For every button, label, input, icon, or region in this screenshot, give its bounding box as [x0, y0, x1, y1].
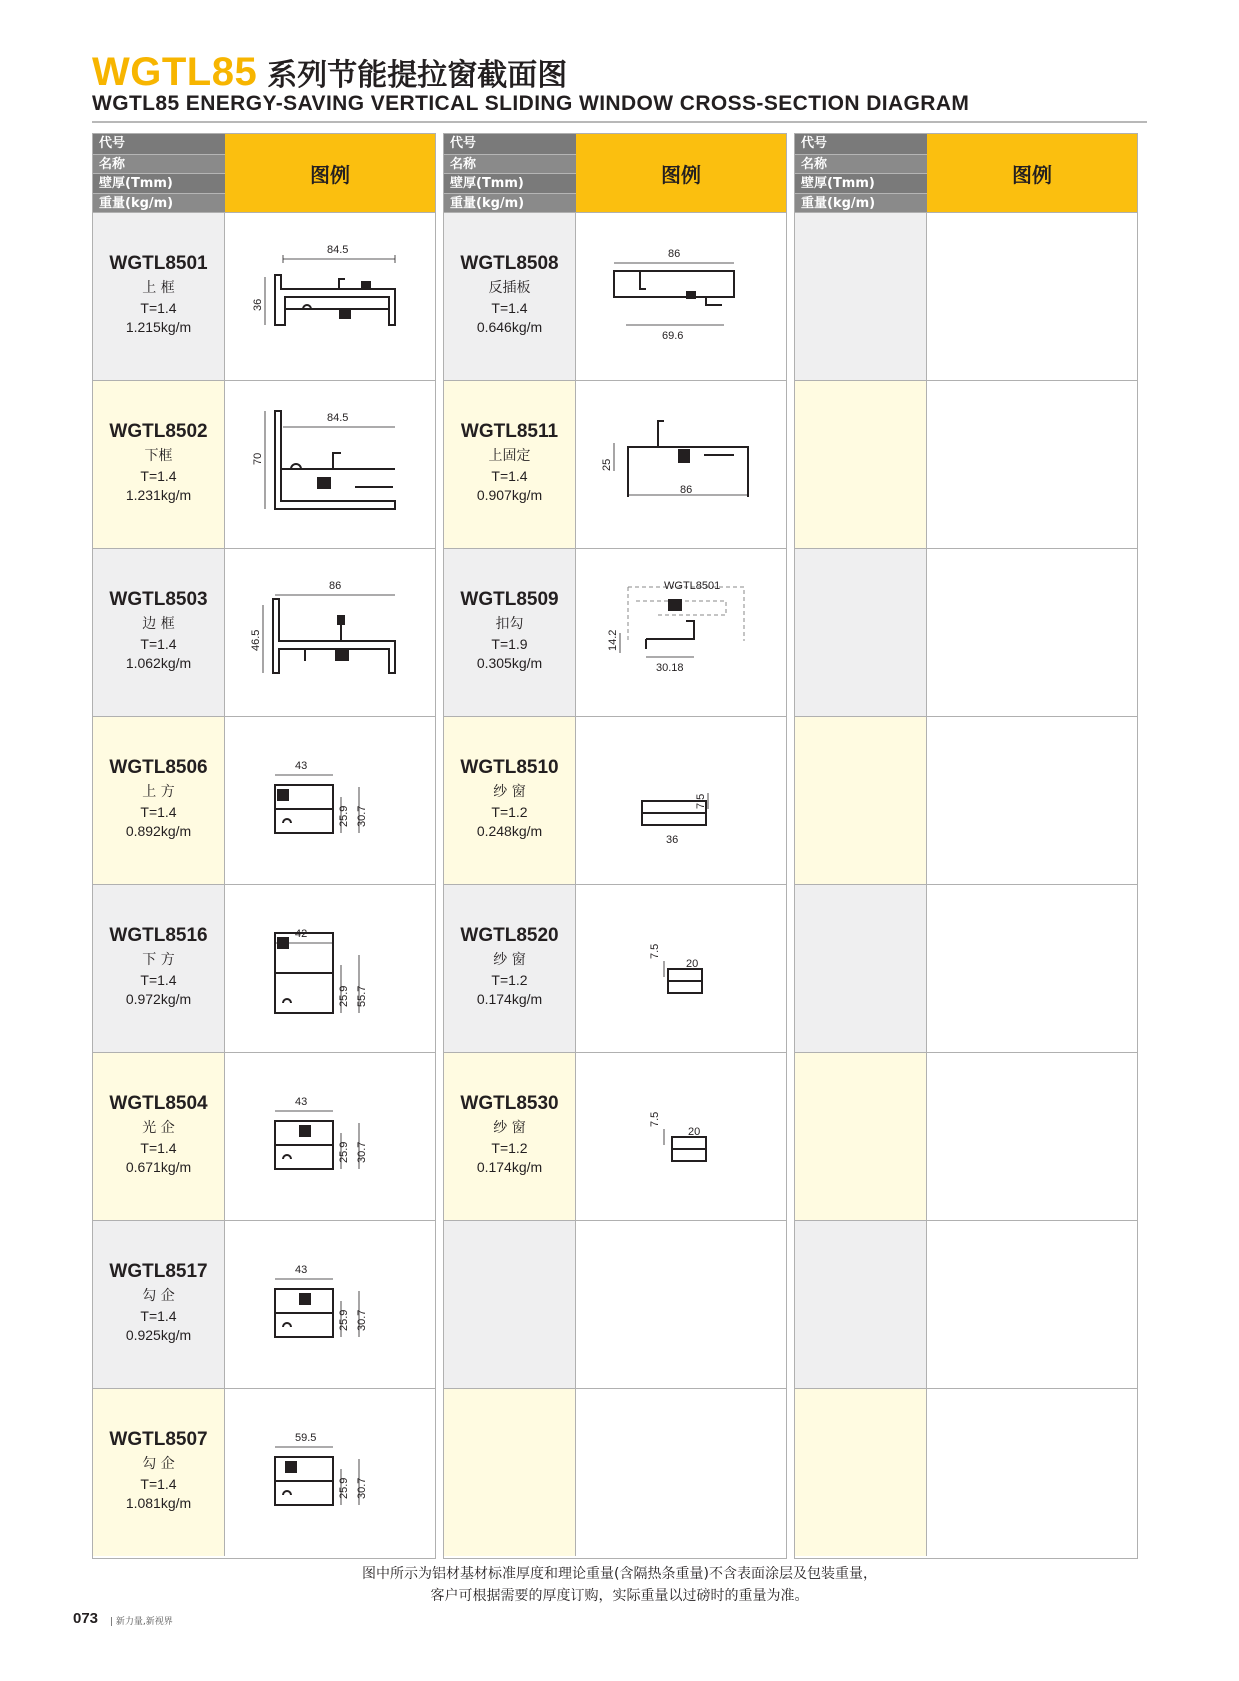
- profile-drawing-cell: [927, 717, 1137, 884]
- profile-drawing: [576, 1053, 786, 1220]
- profile-thickness: T=1.2: [491, 972, 528, 988]
- profile-row: [444, 1220, 786, 1388]
- profile-code: WGTL8503: [109, 589, 208, 610]
- profile-row: [93, 1052, 435, 1220]
- profile-drawing-cell: [576, 549, 786, 716]
- profile-row: [93, 548, 435, 716]
- profile-column-3: [794, 133, 1138, 1559]
- profile-row: [795, 1052, 1137, 1220]
- profile-name: 扣勾: [495, 616, 524, 632]
- profile-row: [795, 1388, 1137, 1556]
- header-legend: 图例: [225, 134, 435, 212]
- profile-drawing-cell: [576, 1221, 786, 1388]
- profile-name: 上 方: [142, 784, 175, 800]
- profile-code: WGTL8506: [109, 757, 208, 778]
- profile-drawing-cell: [225, 885, 435, 1052]
- profile-row: [444, 884, 786, 1052]
- dim-outer: 30.7: [356, 805, 368, 827]
- profile-thickness: T=1.4: [140, 1308, 177, 1324]
- profile-drawing-cell: [225, 717, 435, 884]
- profile-thickness: T=1.4: [140, 300, 177, 316]
- profile-name: 光 企: [142, 1120, 175, 1136]
- column-header: [444, 134, 786, 212]
- profile-weight: 1.081kg/m: [125, 1495, 192, 1511]
- profile-info-cell: [795, 1221, 927, 1388]
- profile-row: [444, 380, 786, 548]
- profile-thickness: T=1.4: [140, 1476, 177, 1492]
- header-weight-label: 重量(kg/m): [795, 193, 927, 213]
- dim-inner: 25.9: [338, 805, 350, 827]
- profile-info-cell: [93, 1221, 225, 1388]
- profile-row: [444, 1388, 786, 1556]
- page-title: [92, 50, 567, 95]
- profile-drawing-cell: [576, 885, 786, 1052]
- footnote-line-2: 客户可根据需要的厚度订购，实际重量以过磅时的重量为准。: [430, 1588, 809, 1604]
- profile-info-cell: [93, 213, 225, 380]
- header-code-label: 代号: [444, 134, 576, 154]
- profile-drawing: [225, 1389, 435, 1556]
- slogan: | 新力量,新视界: [110, 1617, 173, 1627]
- profile-column-2: [443, 133, 787, 1559]
- dim-inner: 25.9: [338, 1141, 350, 1163]
- header-thickness-label: 壁厚(Tmm): [444, 173, 576, 193]
- page-subtitle: WGTL85 ENERGY-SAVING VERTICAL SLIDING WINDOW CROSS-SECTION DIAGRAM: [92, 92, 970, 115]
- profile-row: [795, 1220, 1137, 1388]
- dim-width: 59.5: [295, 1432, 317, 1444]
- dim-width: 84.5: [327, 244, 349, 256]
- profile-name: 纱 窗: [493, 784, 526, 800]
- profile-weight: 0.907kg/m: [476, 487, 543, 503]
- profile-drawing-cell: [927, 213, 1137, 380]
- profile-weight: 0.925kg/m: [125, 1327, 192, 1343]
- footnote-line-1: 图中所示为铝材基材标准厚度和理论重量(含隔热条重量)不含表面涂层及包装重量，: [362, 1566, 877, 1582]
- profile-code: WGTL8511: [460, 421, 559, 442]
- header-name-label: 名称: [444, 154, 576, 174]
- profile-drawing-cell: [225, 1221, 435, 1388]
- profile-name: 纱 窗: [493, 952, 526, 968]
- profile-drawing-cell: [225, 381, 435, 548]
- profile-info-cell: [444, 717, 576, 884]
- dim-width: 86: [329, 580, 342, 592]
- profile-row: [795, 548, 1137, 716]
- profile-weight: 0.892kg/m: [125, 823, 192, 839]
- profile-code: WGTL8501: [109, 253, 208, 274]
- profile-info-cell: [93, 549, 225, 716]
- profile-thickness: T=1.4: [491, 300, 528, 316]
- profile-drawing: [576, 213, 786, 380]
- header-code-label: 代号: [93, 134, 225, 154]
- profile-row: [93, 1388, 435, 1556]
- profile-row: [795, 884, 1137, 1052]
- profile-code: WGTL8504: [109, 1093, 208, 1114]
- profile-code: WGTL8516: [109, 925, 208, 946]
- dim-inner-width: 69.6: [662, 330, 684, 342]
- dim-width: 20: [686, 958, 699, 970]
- dim-height: 14.2: [607, 629, 619, 651]
- dim-width: 86: [680, 484, 693, 496]
- profile-info-cell: [444, 885, 576, 1052]
- profile-info-cell: [444, 1389, 576, 1556]
- profile-info-cell: [444, 1053, 576, 1220]
- profile-code: WGTL8507: [109, 1429, 208, 1450]
- column-header: [93, 134, 435, 212]
- dim-outer: 55.7: [356, 985, 368, 1007]
- dim-inner: 25.9: [338, 985, 350, 1007]
- profile-info-cell: [444, 1221, 576, 1388]
- dim-width: 43: [295, 760, 308, 772]
- page-number: 073: [73, 1610, 99, 1627]
- dim-outer: 30.7: [356, 1141, 368, 1163]
- dim-width: 43: [295, 1264, 308, 1276]
- profile-code: WGTL8510: [460, 757, 559, 778]
- profile-name: 纱 窗: [493, 1120, 526, 1136]
- profile-thickness: T=1.2: [491, 1140, 528, 1156]
- profile-thickness: T=1.4: [140, 1140, 177, 1156]
- profile-drawing-cell: [927, 1221, 1137, 1388]
- profile-name: 边 框: [142, 616, 175, 632]
- header-labels: [93, 134, 225, 212]
- header-code-label: 代号: [795, 134, 927, 154]
- dim-width: 86: [668, 248, 681, 260]
- profile-weight: 0.972kg/m: [125, 991, 192, 1007]
- profile-drawing: [225, 1053, 435, 1220]
- profile-drawing: [225, 213, 435, 380]
- profile-drawing: [225, 1221, 435, 1388]
- dim-width: 36: [666, 834, 679, 846]
- header-thickness-label: 壁厚(Tmm): [795, 173, 927, 193]
- profile-row: [795, 380, 1137, 548]
- header-weight-label: 重量(kg/m): [444, 193, 576, 213]
- profile-drawing: [225, 549, 435, 716]
- dim-width: 30.18: [656, 662, 684, 674]
- profile-drawing-cell: [927, 381, 1137, 548]
- header-labels: [795, 134, 927, 212]
- profile-drawing-cell: [576, 1389, 786, 1556]
- profile-drawing: [576, 885, 786, 1052]
- profile-name: 勾 企: [142, 1456, 175, 1472]
- profile-drawing-cell: [225, 1389, 435, 1556]
- profile-info-cell: [795, 381, 927, 548]
- profile-info-cell: [795, 549, 927, 716]
- profile-drawing-cell: [576, 717, 786, 884]
- dim-reference: WGTL8501: [664, 580, 721, 592]
- header-labels: [444, 134, 576, 212]
- profile-name: 下框: [144, 448, 173, 464]
- profile-name: 下 方: [142, 952, 175, 968]
- profile-thickness: T=1.4: [140, 804, 177, 820]
- dim-height: 25: [601, 458, 613, 471]
- dim-height: 7.5: [649, 1111, 661, 1127]
- dim-height: 46.5: [250, 629, 262, 651]
- profile-weight: 0.174kg/m: [476, 1159, 543, 1175]
- profile-weight: 0.248kg/m: [476, 823, 543, 839]
- dim-inner: 25.9: [338, 1477, 350, 1499]
- dim-outer: 30.7: [356, 1477, 368, 1499]
- profile-row: [795, 716, 1137, 884]
- profile-code: WGTL8520: [460, 925, 559, 946]
- profile-info-cell: [795, 1389, 927, 1556]
- profile-column-1: [92, 133, 436, 1559]
- profile-thickness: T=1.2: [491, 804, 528, 820]
- profile-info-cell: [795, 717, 927, 884]
- header-legend: 图例: [576, 134, 786, 212]
- profile-code: WGTL8502: [109, 421, 208, 442]
- profile-drawing-cell: [927, 1053, 1137, 1220]
- dim-height: 7.5: [695, 793, 707, 809]
- dim-outer: 30.7: [356, 1309, 368, 1331]
- profile-info-cell: [795, 1053, 927, 1220]
- profile-weight: 0.646kg/m: [476, 319, 543, 335]
- profile-info-cell: [93, 381, 225, 548]
- profile-drawing-cell: [225, 1053, 435, 1220]
- dim-height: 7.5: [649, 943, 661, 959]
- profile-drawing-cell: [927, 885, 1137, 1052]
- profile-drawing-cell: [576, 1053, 786, 1220]
- dim-height: 36: [252, 298, 264, 311]
- dim-height: 70: [252, 452, 264, 465]
- profile-info-cell: [795, 885, 927, 1052]
- profile-row: [93, 884, 435, 1052]
- profile-name: 反插板: [488, 280, 531, 296]
- profile-drawing-cell: [576, 213, 786, 380]
- profile-code: WGTL8530: [460, 1093, 559, 1114]
- title-divider: [92, 121, 1147, 123]
- profile-drawing-cell: [225, 213, 435, 380]
- profile-row: [795, 212, 1137, 380]
- profile-drawing-cell: [576, 381, 786, 548]
- title-cn: 系列节能提拉窗截面图: [267, 58, 568, 93]
- profile-code: WGTL8508: [460, 253, 559, 274]
- profile-drawing: [225, 381, 435, 548]
- profile-weight: 1.231kg/m: [125, 487, 192, 503]
- profile-code: WGTL8509: [460, 589, 559, 610]
- header-thickness-label: 壁厚(Tmm): [93, 173, 225, 193]
- header-legend: 图例: [927, 134, 1137, 212]
- profile-row: [93, 380, 435, 548]
- profile-info-cell: [444, 381, 576, 548]
- title-code: WGTL85: [92, 50, 258, 94]
- profile-name: 勾 企: [142, 1288, 175, 1304]
- profile-name: 上 框: [142, 280, 175, 296]
- profile-weight: 0.671kg/m: [125, 1159, 192, 1175]
- profile-thickness: T=1.9: [491, 636, 528, 652]
- profile-drawing-cell: [927, 549, 1137, 716]
- profile-row: [444, 212, 786, 380]
- profile-info-cell: [795, 213, 927, 380]
- profile-drawing-cell: [927, 1389, 1137, 1556]
- profile-row: [444, 548, 786, 716]
- profile-drawing: [576, 549, 786, 716]
- dim-width: 20: [688, 1126, 701, 1138]
- column-header: [795, 134, 1137, 212]
- dim-inner: 25.9: [338, 1309, 350, 1331]
- dim-width: 84.5: [327, 412, 349, 424]
- profile-weight: 0.174kg/m: [476, 991, 543, 1007]
- profile-thickness: T=1.4: [140, 468, 177, 484]
- profile-row: [444, 716, 786, 884]
- profile-drawing: [576, 381, 786, 548]
- dim-width: 43: [295, 1096, 308, 1108]
- profile-drawing: [225, 717, 435, 884]
- profile-info-cell: [93, 1389, 225, 1556]
- profile-row: [444, 1052, 786, 1220]
- profile-code: WGTL8517: [109, 1261, 208, 1282]
- profile-row: [93, 716, 435, 884]
- header-name-label: 名称: [795, 154, 927, 174]
- profile-drawing: [576, 717, 786, 884]
- profile-info-cell: [444, 549, 576, 716]
- profile-drawing: [225, 885, 435, 1052]
- profile-info-cell: [444, 213, 576, 380]
- profile-weight: 1.062kg/m: [125, 655, 192, 671]
- header-name-label: 名称: [93, 154, 225, 174]
- profile-thickness: T=1.4: [140, 972, 177, 988]
- profile-weight: 0.305kg/m: [476, 655, 543, 671]
- profile-thickness: T=1.4: [140, 636, 177, 652]
- profile-drawing-cell: [225, 549, 435, 716]
- dim-width: 42: [295, 928, 308, 940]
- profile-name: 上固定: [488, 448, 531, 464]
- profile-row: [93, 1220, 435, 1388]
- profile-row: [93, 212, 435, 380]
- profile-info-cell: [93, 885, 225, 1052]
- profile-info-cell: [93, 717, 225, 884]
- profile-weight: 1.215kg/m: [125, 319, 192, 335]
- profile-thickness: T=1.4: [491, 468, 528, 484]
- profile-info-cell: [93, 1053, 225, 1220]
- header-weight-label: 重量(kg/m): [93, 193, 225, 213]
